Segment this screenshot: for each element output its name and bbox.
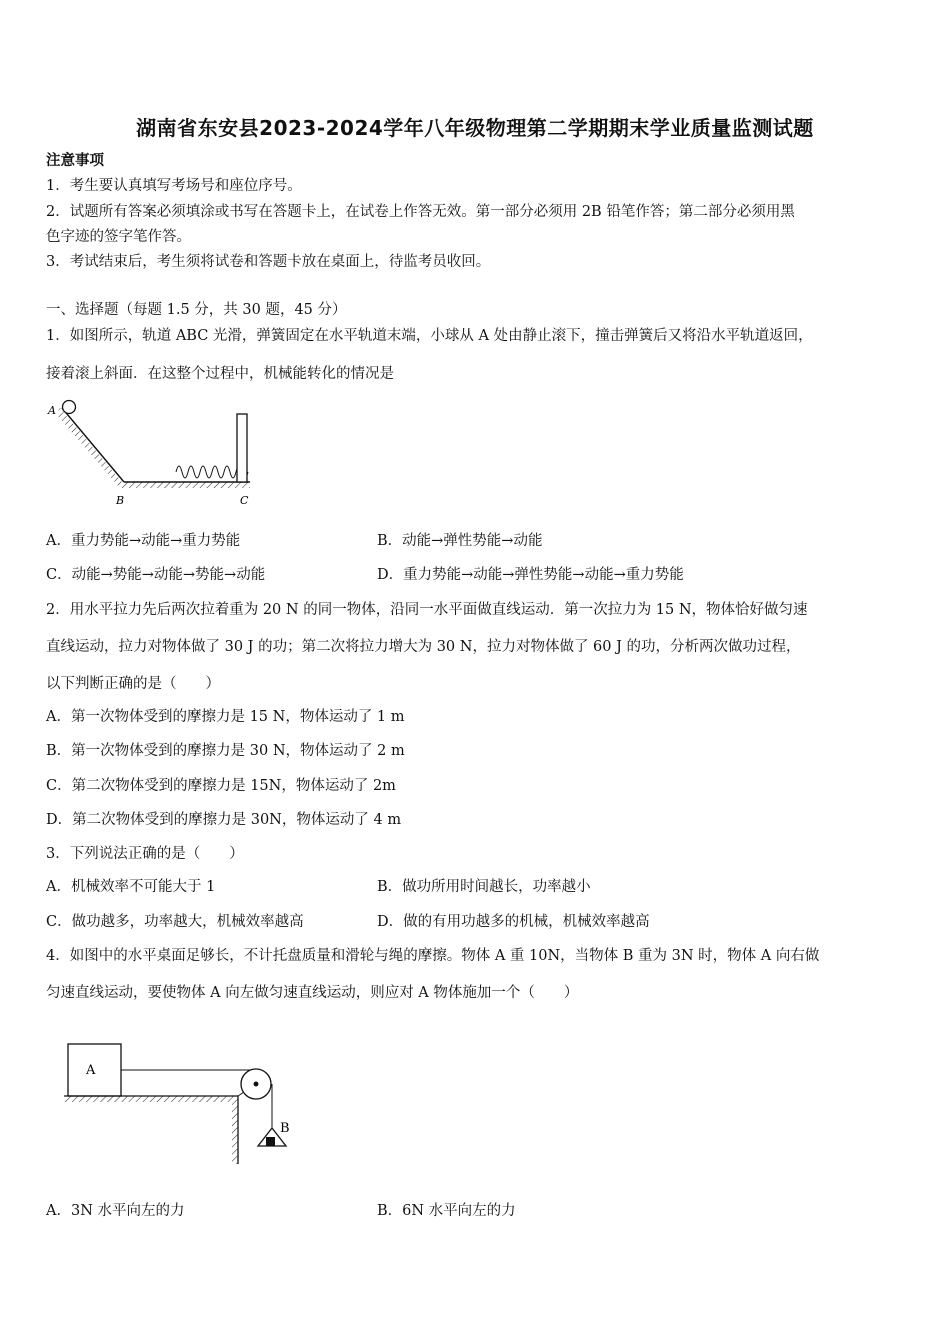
q3-option-a[interactable]: A．机械效率不可能大于 1: [46, 879, 216, 895]
q1-option-c[interactable]: C．动能→势能→动能→势能→动能: [46, 567, 266, 583]
q2-option-a[interactable]: A．第一次物体受到的摩擦力是 15 N，物体运动了 1 m: [46, 709, 405, 725]
slope-surface: [62, 408, 124, 482]
q3-option-b[interactable]: B．做功所用时间越长，功率越小: [377, 879, 591, 895]
table-leg-hatching: [232, 1102, 238, 1164]
wall: [237, 414, 247, 482]
q2-stem-line-3: 以下判断正确的是（ ）: [46, 676, 220, 692]
q2-option-b[interactable]: B．第一次物体受到的摩擦力是 30 N，物体运动了 2 m: [46, 743, 405, 759]
ground-hatching: [122, 482, 250, 488]
ball: [63, 401, 76, 414]
pulley-axle: [254, 1082, 259, 1087]
q1-option-b[interactable]: B．动能→弹性势能→动能: [377, 533, 543, 549]
table-hatching: [64, 1096, 238, 1102]
q3-stem: 3．下列说法正确的是（ ）: [46, 846, 244, 862]
q4-option-a[interactable]: A．3N 水平向左的力: [46, 1203, 185, 1219]
q1-option-d[interactable]: D．重力势能→动能→弹性势能→动能→重力势能: [377, 567, 684, 583]
q1-stem-line-1: 1．如图所示，轨道 ABC 光滑，弹簧固定在水平轨道末端，小球从 A 处由静止滚下，撞击弹簧后又将沿水平轨道返回，: [46, 328, 813, 344]
tray-b-label: B: [280, 1121, 290, 1136]
notice-item-1: 1．考生要认真填写考场号和座位序号。: [46, 178, 302, 194]
q1-stem-line-2: 接着滚上斜面．在这整个过程中，机械能转化的情况是: [46, 366, 394, 382]
notice-item-2-cont: 色字迹的签字笔作答。: [46, 229, 191, 245]
q4-stem-line-2: 匀速直线运动，要使物体 A 向左做匀速直线运动，则应对 A 物体施加一个（ ）: [46, 985, 579, 1001]
notice-heading: 注意事项: [46, 152, 104, 169]
q2-option-d[interactable]: D．第二次物体受到的摩擦力是 30N，物体运动了 4 m: [46, 812, 402, 828]
q4-option-b[interactable]: B．6N 水平向左的力: [377, 1203, 516, 1219]
label-a: A: [48, 404, 56, 417]
notice-item-2: 2．试题所有答案必须填涂或书写在答题卡上，在试卷上作答无效。第一部分必须用 2B 铅笔作答；第二部分必须用黑: [46, 204, 795, 220]
q2-stem-line-1: 2．用水平拉力先后两次拉着重为 20 N 的同一物体，沿同一水平面做直线运动．第一次拉力为 15 N，物体恰好做匀速: [46, 602, 808, 618]
section-heading: 一、选择题（每题 1.5 分，共 30 题，45 分）: [46, 302, 347, 318]
q1-option-a[interactable]: A．重力势能→动能→重力势能: [46, 533, 241, 549]
block-a-label: A: [86, 1063, 96, 1078]
label-b: B: [116, 494, 125, 507]
q4-stem-line-1: 4．如图中的水平桌面足够长，不计托盘质量和滑轮与绳的摩擦。物体 A 重 10N，当物体 B 重为 3N 时，物体 A 向右做: [46, 948, 820, 964]
notice-item-3: 3．考试结束后，考生须将试卷和答题卡放在桌面上，待监考员收回。: [46, 254, 491, 270]
label-c: C: [240, 494, 249, 507]
q3-option-d[interactable]: D．做的有用功越多的机械，机械效率越高: [377, 914, 650, 930]
q1-track-figure: [44, 396, 264, 514]
page-title: 湖南省东安县2023-2024学年八年级物理第二学期期末学业质量监测试题: [136, 116, 814, 140]
q4-pulley-figure: [60, 1036, 300, 1170]
q2-stem-line-2: 直线运动，拉力对物体做了 30 J 的功；第二次将拉力增大为 30 N，拉力对物体做了 60 J 的功，分析两次做功过程，: [46, 639, 801, 655]
slope-hatching: [56, 408, 122, 488]
weight-b: [266, 1137, 275, 1146]
q3-option-c[interactable]: C．做功越多，功率越大，机械效率越高: [46, 914, 304, 930]
q2-option-c[interactable]: C．第二次物体受到的摩擦力是 15N，物体运动了 2m: [46, 778, 396, 794]
